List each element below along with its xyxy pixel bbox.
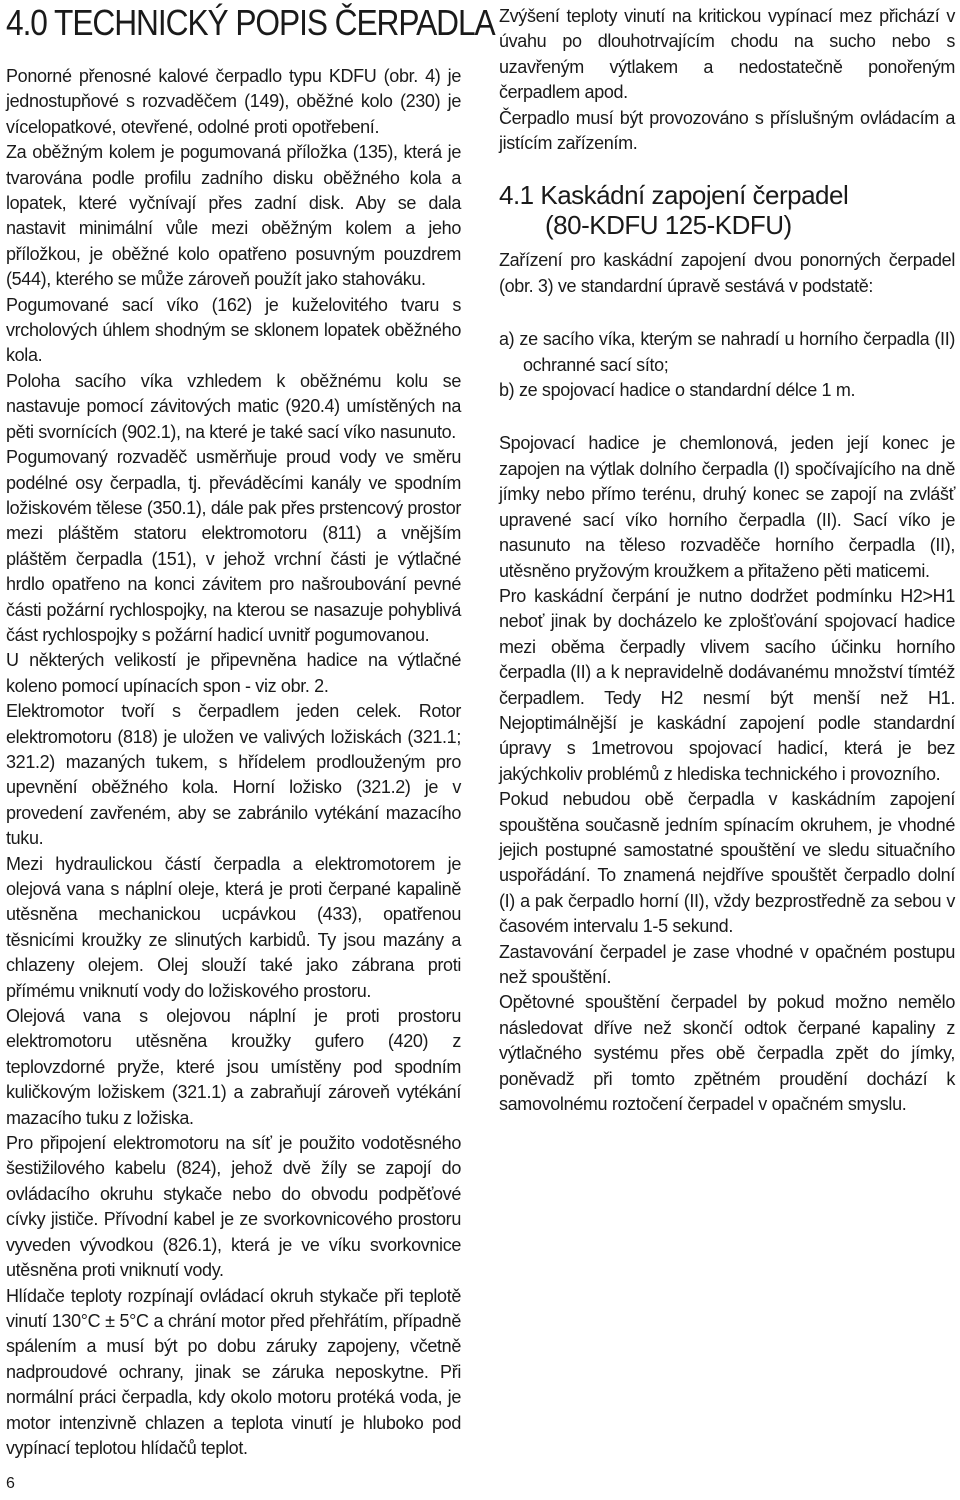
list-item: b) ze spojovací hadice o standardní délce 1 m.	[499, 380, 856, 401]
paragraph-hose-clamp: U některých velikostí je připevněna hadice na výtlačné koleno pomocí upínacích spon - viz obr. 2.	[6, 650, 461, 696]
paragraph-pump-type: Ponorné přenosné kalové čerpadlo typu KDFU (obr. 4) je jednostupňové s rozvaděčem (149), oběžné kolo (230) je vícelopatkové, otevřené, odolné proti opotřebení.	[6, 66, 461, 137]
paragraph-rubber-liner: Za oběžným kolem je pogumovaná příložka (135), která je tvarována podle profilu zadního disku oběžného kola a lopatek, které vyčnívají přes zadní disk. Aby se dala nastavit minimální vůle mezi oběžným kolem a jeho příložkou, je oběžné kolo opatřeno posuvným pouzdrem (544), kterého se může zároveň použít jako stahováku.	[6, 142, 461, 290]
paragraph-suction-cover: Pogumované sací víko (162) je kuželovitého tvaru s vrcholových úhlem shodným se sklonem lopatek oběžného kola.	[6, 294, 461, 366]
right-column	[499, 4, 955, 1117]
paragraph-control-device: Čerpadlo musí být provozováno s příslušným ovládacím a jistícím zařízením.	[499, 107, 955, 154]
paragraph-electromotor: Elektromotor tvoří s čerpadlem jeden celek. Rotor elektromotoru (818) je uložen ve valivých ložiskách (321.1; 321.2) mazaných tukem, s hřídelem prodlouženým pro upevnění oběžného kola. Horní ložisko (321.2) je v provedení zavřeném, aby se zabránilo vytékání mazacího tuku.	[6, 701, 461, 849]
paragraph-overheat: Zvýšení teploty vinutí na kritickou vypínací mez přichází v úvahu po dlouhotrvajícím chodu na sucho nebo s uzavřeným výtlakem a nedostatečně ponořeným čerpadlem apod.	[499, 6, 955, 103]
paragraph-restart: Opětovné spouštění čerpadel by pokud možno nemělo následovat dříve než skončí odtok čerpané kapaliny z výtlačného systému přes obě čerpadla zpět do jímky, poněvadž při tomto zpětném proudění dochází k samovolnému roztočení čerpadel v opačném smyslu.	[499, 992, 955, 1115]
paragraph-cover-position: Poloha sacího víka vzhledem k oběžnému kolu se nastavuje pomocí závitových matic (920.4) umístěných na pěti svornících (902.1), na které je také sací víko nasunuto.	[6, 370, 461, 442]
paragraph-stopping: Zastavování čerpadel je zase vhodné v opačném postupu než spouštění.	[499, 941, 955, 987]
cascade-parts-list	[499, 327, 955, 403]
paragraph-startup-order: Pokud nebudou obě čerpadla v kaskádním zapojení spouštěna současně jedním spínacím okruhem, je vhodné jejich postupné samostatné spouštění ve sledu situačního uspořádání. To znamená nejdříve spouštět čerpadlo dolní (I) a pak čerpadlo horní (II), vždy bezprostředně za sebou v časovém intervalu 1-5 sekund.	[499, 789, 955, 937]
paragraph-cascade-lead: Zařízení pro kaskádní zapojení dvou ponorných čerpadel (obr. 3) ve standardní úpravě sestává v podstatě:	[499, 250, 955, 296]
paragraph-cable: Pro připojení elektromotoru na síť je použito vodotěsného šestižilového kabelu (824), jehož dvě žíly se zapojí do ovládacího okruhu stykače nebo do obvodu podpěťové cívky jističe. Přívodní kabel je ze svorkovnicového prostoru vyveden vývodkou (826.1), která je ve víku svorkovnice utěsněna proti vniknutí vody.	[6, 1133, 461, 1281]
page-title: 4.0 TECHNICKÝ POPIS ČERPADLA	[6, 2, 495, 43]
page-number: 6	[6, 1475, 15, 1492]
section-heading-cascade	[499, 180, 955, 240]
paragraph-diffuser: Pogumovaný rozvaděč usměrňuje proud vody ve směru podélné osy čerpadla, tj. převáděcími kanály ve spodním ložiskovém tělese (350.1), dále pak přes prstencový prostor mezi pláštěm statoru elektromotoru (811) a vnějším pláštěm čerpadla (151), v jehož vrchní části je výtlačné hrdlo opatřeno na konci závitem pro našroubování pevné části požární rychlospojky, na kterou se nasazuje pohyblivá část rychlospojky s požární hadicí uvnitř pogumovanou.	[6, 447, 461, 645]
section-heading-line1: 4.1 Kaskádní zapojení čerpadel	[499, 180, 849, 211]
paragraph-connecting-hose: Spojovací hadice je chemlonová, jeden její konec je zapojen na výtlak dolního čerpadla (I) spočívajícího na dně jímky nebo přímo terénu, druhý konec se zapojí na zvlášť upravené sací víko horního čerpadla (II). Sací víko je nasunuto na těleso rozvaděče horního čerpadla (II), utěsněno pryžovým kroužkem a přitaženo pěti maticemi.	[499, 433, 955, 581]
list-item: a) ze sacího víka, kterým se nahradí u horního čerpadla (II) ochranné sací síto;	[499, 329, 955, 375]
section-heading-line2: (80-KDFU 125-KDFU)	[545, 210, 792, 241]
paragraph-oil-seal: Olejová vana s olejovou náplní je proti prostoru elektromotoru utěsněna kroužky gufero (420) z teplovzdorné pryže, které jsou umístěny pod spodním kuličkovým ložiskem (321.1) a zabraňují zároveň vytékání mazacího tuku z ložiska.	[6, 1006, 461, 1128]
paragraph-h2-condition: Pro kaskádní čerpání je nutno dodržet podmínku H2>H1 neboť jinak by docházelo ke zplošťování spojovací hadice mezi oběma čerpadly vlivem sacího účinku horního čerpadla (II) a k nepravidelně dodávanému množství tímtéž čerpadlem. Tedy H2 nesmí být menší než H1. Nejoptimálnější je kaskádní zapojení podle standardní úpravy s 1metrovou spojovací hadicí, která je bez jakýchkoliv problémů z hlediska technického i provozního.	[499, 585, 955, 784]
paragraph-thermal-guard: Hlídače teploty rozpínají ovládací okruh stykače při teplotě vinutí 130°C ± 5°C a chrání motor před přehřátím, případně spálením a musí být po dobu záruky zapojeny, včetně nadproudové ochrany, jinak se záruka neposkytne. Při normální práci čerpadla, kdy okolo motoru protéká voda, je motor intenzivně chlazen a teplota vinutí je hluboko pod vypínací teplotou hlídačů teplot.	[6, 1285, 461, 1458]
paragraph-oil-bath: Mezi hydraulickou částí čerpadla a elektromotorem je olejová vana s náplní oleje, která je proti čerpané kapalině utěsněna mechanickou ucpávkou (433), opatřenou těsnicími kroužky ze slinutých karbidů. Ty jsou mazány a chlazeny olejem. Olej slouží také jako zábrana proti přímému vniknutí vody do ložiskového prostoru.	[6, 853, 461, 1001]
left-column	[6, 64, 461, 1461]
